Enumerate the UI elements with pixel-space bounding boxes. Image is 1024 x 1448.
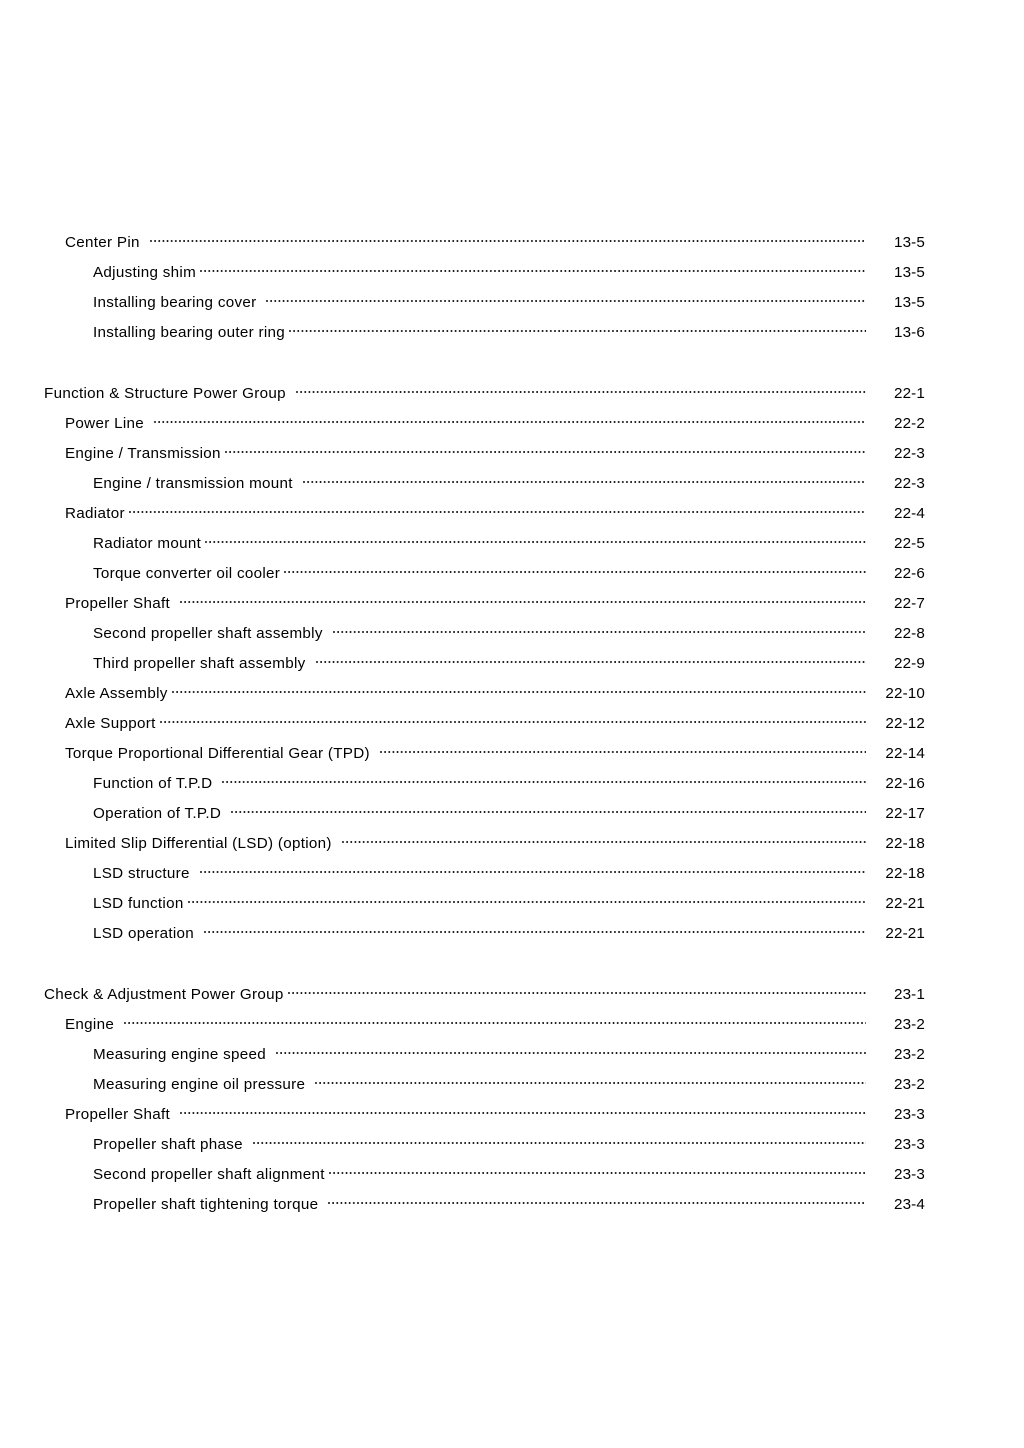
toc-entry[interactable] <box>44 919 925 949</box>
toc-entry-label: Radiator <box>65 505 125 522</box>
toc-entry-page-number: 22-1 <box>893 385 925 402</box>
toc-dot-leader <box>288 984 866 999</box>
toc-entry-label: Engine / transmission mount <box>93 475 293 492</box>
toc-entry-page-number: 22-12 <box>885 715 925 732</box>
toc-dot-leader <box>180 593 866 608</box>
toc-dot-leader <box>129 503 866 518</box>
toc-entry[interactable] <box>44 1160 925 1190</box>
toc-entry[interactable] <box>44 980 925 1010</box>
toc-dot-leader <box>204 923 866 938</box>
toc-entry-page-number: 13-5 <box>893 294 925 311</box>
toc-dot-leader <box>296 383 866 398</box>
toc-entry[interactable] <box>44 739 925 769</box>
toc-dot-leader <box>329 1164 866 1179</box>
toc-entry-label: LSD function <box>93 895 184 912</box>
toc-entry[interactable] <box>44 469 925 499</box>
toc-entry-label: Engine <box>65 1016 115 1033</box>
toc-entry-page-number: 22-4 <box>893 505 925 522</box>
toc-entry-label: Torque Proportional Differential Gear (TPD) <box>65 745 370 762</box>
toc-dot-leader <box>276 1044 866 1059</box>
toc-entry[interactable] <box>44 889 925 919</box>
toc-dot-leader <box>328 1194 866 1209</box>
toc-dot-leader <box>342 833 866 848</box>
toc-entry[interactable] <box>44 409 925 439</box>
toc-dot-leader <box>222 773 866 788</box>
toc-dot-leader <box>253 1134 866 1149</box>
toc-entry-label: Center Pin <box>65 234 140 251</box>
toc-entry-label: Propeller Shaft <box>65 1106 171 1123</box>
toc-section <box>44 228 925 348</box>
toc-dot-leader <box>380 743 866 758</box>
toc-entry-label: Second propeller shaft alignment <box>93 1166 325 1183</box>
toc-entry-label: Installing bearing cover <box>93 294 257 311</box>
toc-entry[interactable] <box>44 439 925 469</box>
toc-entry[interactable] <box>44 799 925 829</box>
toc-entry-label: Measuring engine oil pressure <box>93 1076 306 1093</box>
toc-section <box>44 379 925 949</box>
toc-entry-label: Limited Slip Differential (LSD) (option) <box>65 835 332 852</box>
toc-dot-leader <box>284 563 866 578</box>
toc-entry-page-number: 22-10 <box>885 685 925 702</box>
toc-entry-label: Operation of T.P.D <box>93 805 222 822</box>
toc-entry-label: Second propeller shaft assembly <box>93 625 323 642</box>
toc-entry-label: LSD operation <box>93 925 195 942</box>
toc-section <box>44 980 925 1220</box>
toc-entry[interactable] <box>44 859 925 889</box>
toc-entry[interactable] <box>44 1190 925 1220</box>
toc-entry-page-number: 22-3 <box>893 475 925 492</box>
toc-dot-leader <box>333 623 866 638</box>
toc-entry[interactable] <box>44 589 925 619</box>
toc-entry[interactable] <box>44 288 925 318</box>
toc-entry-page-number: 22-21 <box>885 895 925 912</box>
toc-dot-leader <box>316 653 866 668</box>
toc-dot-leader <box>200 863 866 878</box>
toc-entry-label: Function & Structure Power Group <box>44 385 286 402</box>
toc-entry-page-number: 22-14 <box>885 745 925 762</box>
toc-entry-page-number: 13-6 <box>893 324 925 341</box>
toc-entry-label: Third propeller shaft assembly <box>93 655 306 672</box>
toc-entry-label: Axle Assembly <box>65 685 168 702</box>
toc-entry-page-number: 22-5 <box>893 535 925 552</box>
toc-entry-page-number: 13-5 <box>893 264 925 281</box>
toc-entry-page-number: 22-17 <box>885 805 925 822</box>
toc-entry-page-number: 22-18 <box>885 865 925 882</box>
toc-entry[interactable] <box>44 499 925 529</box>
toc-entry[interactable] <box>44 679 925 709</box>
toc-dot-leader <box>315 1074 866 1089</box>
toc-entry[interactable] <box>44 829 925 859</box>
toc-entry-label: LSD structure <box>93 865 190 882</box>
toc-entry-page-number: 23-3 <box>893 1106 925 1123</box>
toc-entry-label: Radiator mount <box>93 535 202 552</box>
toc-entry-page-number: 23-3 <box>893 1136 925 1153</box>
toc-dot-leader <box>154 413 866 428</box>
toc-dot-leader <box>172 683 866 698</box>
toc-dot-leader <box>200 262 866 277</box>
toc-entry[interactable] <box>44 1010 925 1040</box>
toc-entry[interactable] <box>44 379 925 409</box>
toc-entry[interactable] <box>44 228 925 258</box>
toc-entry-label: Engine / Transmission <box>65 445 221 462</box>
toc-entry-label: Propeller shaft phase <box>93 1136 243 1153</box>
toc-entry-label: Function of T.P.D <box>93 775 213 792</box>
toc-entry[interactable] <box>44 258 925 288</box>
toc-entry-label: Torque converter oil cooler <box>93 565 281 582</box>
toc-dot-leader <box>289 322 866 337</box>
toc-dot-leader <box>180 1104 866 1119</box>
toc-entry-label: Adjusting shim <box>93 264 197 281</box>
toc-entry-page-number: 22-3 <box>893 445 925 462</box>
toc-entry-page-number: 23-2 <box>893 1046 925 1063</box>
toc-dot-leader <box>231 803 866 818</box>
toc-entry-page-number: 23-3 <box>893 1166 925 1183</box>
toc-entry-page-number: 22-7 <box>893 595 925 612</box>
toc-entry[interactable] <box>44 709 925 739</box>
toc-dot-leader <box>150 232 866 247</box>
toc-entry-page-number: 22-16 <box>885 775 925 792</box>
toc-entry[interactable] <box>44 1100 925 1130</box>
toc-dot-leader <box>188 893 866 908</box>
toc-entry[interactable] <box>44 318 925 348</box>
toc-entry-page-number: 22-9 <box>893 655 925 672</box>
toc-entry-label: Axle Support <box>65 715 156 732</box>
toc-entry[interactable] <box>44 1130 925 1160</box>
toc-dot-leader <box>205 533 866 548</box>
toc-entry-page-number: 23-1 <box>893 986 925 1003</box>
toc-entry[interactable] <box>44 559 925 589</box>
toc-entry-page-number: 22-18 <box>885 835 925 852</box>
toc-dot-leader <box>266 292 866 307</box>
toc-entry-label: Check & Adjustment Power Group <box>44 986 284 1003</box>
toc-dot-leader <box>303 473 866 488</box>
toc-entry-list <box>44 228 925 1220</box>
toc-entry-label: Installing bearing outer ring <box>93 324 286 341</box>
toc-entry-label: Power Line <box>65 415 145 432</box>
toc-dot-leader <box>225 443 866 458</box>
toc-dot-leader <box>124 1014 866 1029</box>
toc-entry-page-number: 23-4 <box>893 1196 925 1213</box>
toc-entry-page-number: 22-8 <box>893 625 925 642</box>
toc-entry[interactable] <box>44 649 925 679</box>
toc-entry[interactable] <box>44 529 925 559</box>
toc-dot-leader <box>160 713 866 728</box>
toc-entry-label: Propeller Shaft <box>65 595 171 612</box>
toc-entry[interactable] <box>44 769 925 799</box>
toc-entry[interactable] <box>44 1070 925 1100</box>
toc-entry-page-number: 23-2 <box>893 1076 925 1093</box>
toc-entry-page-number: 22-2 <box>893 415 925 432</box>
toc-entry-page-number: 22-21 <box>885 925 925 942</box>
toc-entry-page-number: 23-2 <box>893 1016 925 1033</box>
toc-entry[interactable] <box>44 619 925 649</box>
toc-entry-page-number: 13-5 <box>893 234 925 251</box>
toc-entry-label: Measuring engine speed <box>93 1046 267 1063</box>
toc-entry-page-number: 22-6 <box>893 565 925 582</box>
toc-entry[interactable] <box>44 1040 925 1070</box>
toc-entry-label: Propeller shaft tightening torque <box>93 1196 319 1213</box>
